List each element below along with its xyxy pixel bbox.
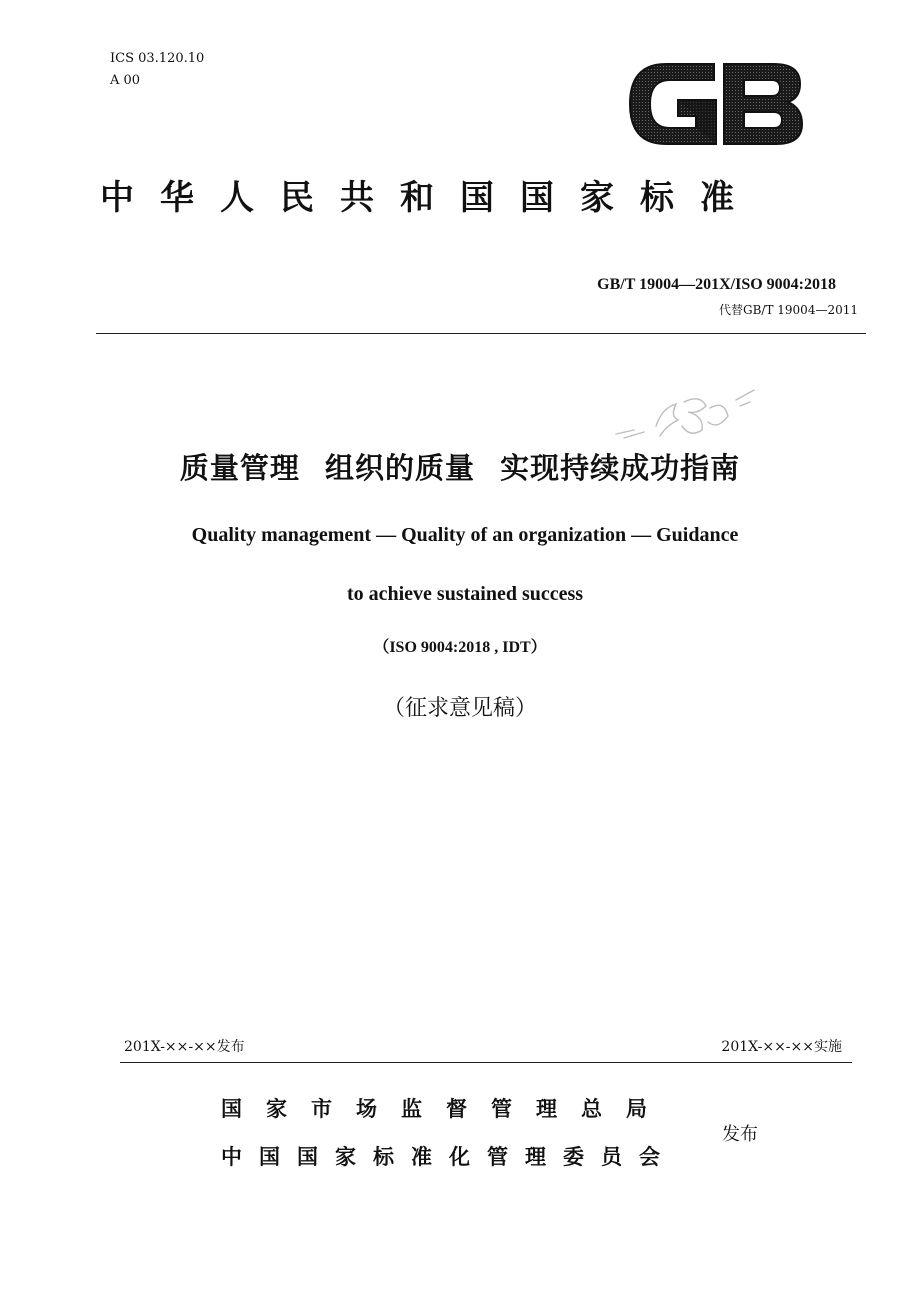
ics-code-block — [110, 48, 204, 92]
header-divider — [96, 333, 866, 334]
document-title-en-line1: Quality management — Quality of an organization — Guidance — [191, 524, 739, 546]
national-standard-title: 中华人民共和国国家标准 — [100, 178, 760, 218]
publish-label: 发布 — [722, 1124, 758, 1145]
issuing-authority-2: 中国国家标准化管理委员会 — [221, 1145, 677, 1169]
replaces-standard: 代替GB/T 19004—2011 — [719, 303, 858, 317]
draft-status: （征求意见稿） — [382, 696, 537, 721]
footer-divider — [120, 1062, 852, 1063]
document-title-cn: 质量管理 组织的质量 实现持续成功指南 — [179, 451, 741, 485]
implementation-date: 201X-××-××实施 — [721, 1039, 842, 1055]
issuing-authority-1: 国家市场监督管理总局 — [221, 1097, 671, 1121]
ccs-code: A 00 — [110, 73, 141, 88]
logo-letter-g — [630, 64, 716, 144]
adoption-note: （ISO 9004:2018 , IDT） — [373, 639, 547, 656]
standard-number: GB/T 19004—201X/ISO 9004:2018 — [597, 276, 836, 293]
gb-logo — [626, 56, 806, 152]
publication-date: 201X-××-××发布 — [124, 1039, 245, 1055]
document-title-en-line2: to achieve sustained success — [346, 583, 584, 605]
logo-letter-b — [724, 64, 802, 144]
watermark-mark — [604, 386, 764, 446]
ics-code: ICS 03.120.10 — [110, 51, 205, 66]
